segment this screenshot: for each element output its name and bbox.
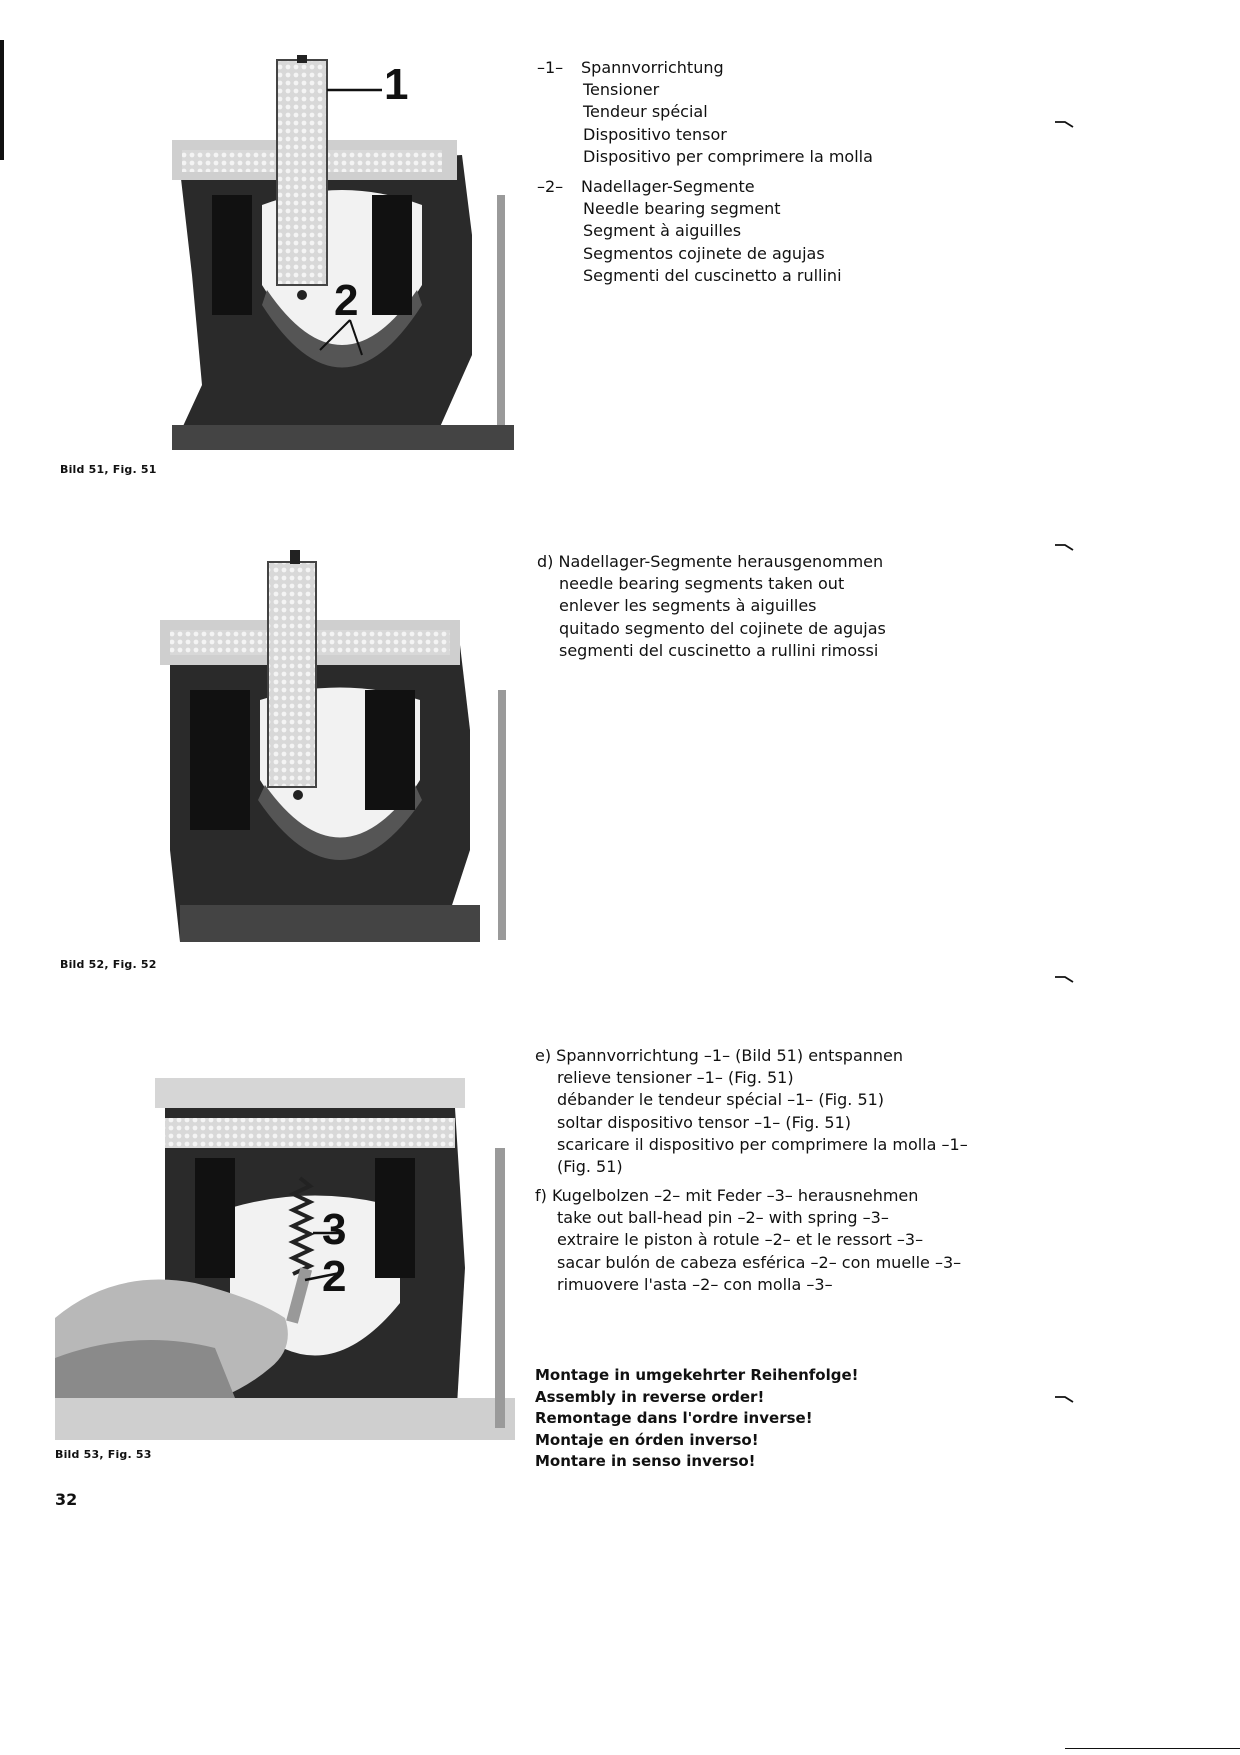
legend-item-2-it: Segmenti del cuscinetto a rullini <box>583 265 842 285</box>
figure-53-caption: Bild 53, Fig. 53 <box>55 1448 152 1461</box>
assembly-fr: Remontage dans l'ordre inverse! <box>535 1409 813 1427</box>
figure-51-leaders <box>172 55 514 450</box>
figure-51-legend <box>537 57 873 287</box>
step-f-es: sacar bulón de cabeza esférica –2– con muelle –3– <box>557 1252 962 1272</box>
figure-53-callout-2: 2 <box>322 1252 347 1301</box>
step-e-de: e) Spannvorrichtung –1– (Bild 51) entspannen <box>535 1046 904 1065</box>
figure-53-leaders <box>55 1068 515 1440</box>
step-e-text <box>535 1045 968 1178</box>
step-e-en: relieve tensioner –1– (Fig. 51) <box>557 1068 794 1088</box>
figure-51-callout-2: 2 <box>334 276 359 325</box>
page-number: 32 <box>55 1490 78 1509</box>
step-f-en: take out ball-head pin –2– with spring –3– <box>557 1208 889 1228</box>
step-e-fr: débander le tendeur spécial –1– (Fig. 51) <box>557 1090 885 1110</box>
step-d-text <box>537 551 886 662</box>
margin-mark-1 <box>1055 120 1075 128</box>
step-f-it: rimuovere l'asta –2– con molla –3– <box>557 1274 833 1294</box>
bottom-edge-line <box>1065 1748 1240 1749</box>
step-d-es: quitado segmento del cojinete de agujas <box>559 618 886 638</box>
assembly-de: Montage in umgekehrter Reihenfolge! <box>535 1366 859 1384</box>
step-d-it: segmenti del cuscinetto a rullini rimossi <box>559 640 879 660</box>
legend-item-1-it: Dispositivo per comprimere la molla <box>583 146 873 166</box>
legend-item-1-marker: –1– <box>537 58 564 77</box>
figure-52-illustration <box>160 550 514 942</box>
legend-item-1-es: Dispositivo tensor <box>583 124 727 144</box>
step-d-en: needle bearing segments taken out <box>559 574 845 594</box>
assembly-es: Montaje en órden inverso! <box>535 1430 759 1449</box>
figure-53-callout-3: 3 <box>322 1205 347 1254</box>
figure-51-callout-1: 1 <box>384 60 409 109</box>
step-e-it: scaricare il dispositivo per comprimere la molla –1– <box>557 1134 968 1154</box>
step-f-fr: extraire le piston à rotule –2– et le ressort –3– <box>557 1230 924 1250</box>
step-f-text <box>535 1185 961 1296</box>
assembly-it: Montare in senso inverso! <box>535 1452 756 1470</box>
legend-item-2-de: Nadellager-Segmente <box>581 177 755 197</box>
margin-mark-4 <box>1055 1395 1075 1403</box>
step-e-it-ref: (Fig. 51) <box>557 1157 623 1177</box>
figure-51-callouts <box>172 55 514 450</box>
step-e-es: soltar dispositivo tensor –1– (Fig. 51) <box>557 1112 852 1132</box>
legend-item-2-es: Segmentos cojinete de agujas <box>583 243 825 263</box>
legend-item-1 <box>537 57 873 168</box>
step-d-fr: enlever les segments à aiguilles <box>559 596 817 616</box>
assembly-en: Assembly in reverse order! <box>535 1387 765 1406</box>
step-f-de: f) Kugelbolzen –2– mit Feder –3– herausnehmen <box>535 1186 919 1205</box>
figure-52-caption: Bild 52, Fig. 52 <box>60 958 157 971</box>
figure-52-photo <box>160 550 514 942</box>
legend-item-2 <box>537 176 873 287</box>
legend-item-2-en: Needle bearing segment <box>583 199 781 219</box>
legend-item-1-fr: Tendeur spécial <box>583 102 708 122</box>
legend-item-1-de: Spannvorrichtung <box>581 58 724 77</box>
assembly-note <box>535 1365 859 1473</box>
legend-item-1-en: Tensioner <box>583 80 660 100</box>
margin-mark-3 <box>1055 975 1075 983</box>
legend-item-2-marker: –2– <box>537 177 564 197</box>
step-d-de: d) Nadellager-Segmente herausgenommen <box>537 552 884 571</box>
figure-51-caption: Bild 51, Fig. 51 <box>60 463 157 476</box>
scan-edge-mark <box>0 40 4 160</box>
legend-item-2-fr: Segment à aiguilles <box>583 221 742 241</box>
figure-53-callouts <box>55 1068 515 1440</box>
margin-mark-2 <box>1055 543 1075 551</box>
